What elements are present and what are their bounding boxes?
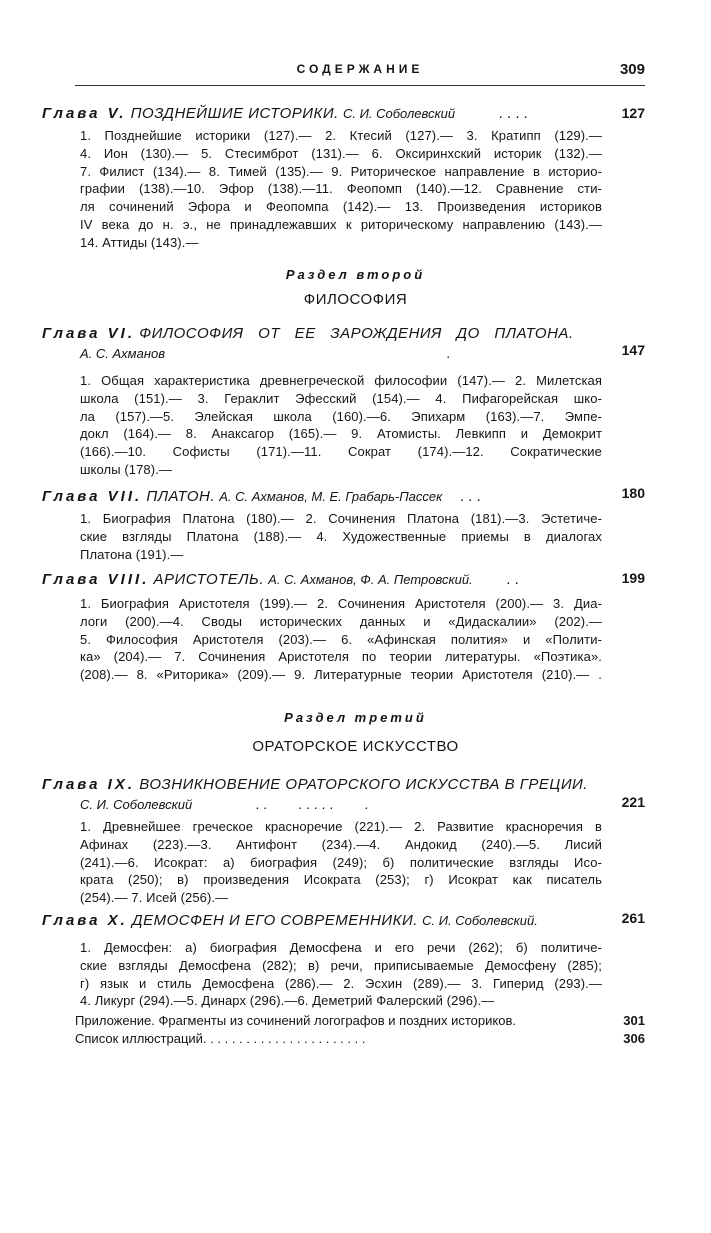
chapter-6-contents xyxy=(80,372,602,479)
chapter-label: Глава VII. xyxy=(42,488,143,505)
contents-line: ские взгляды Демосфена (282); в) речи, приписываемые Демосфену (285); xyxy=(80,957,602,973)
contents-line: ля сочинений Эфора и Феопомпа (142).— 13. Произведения историков xyxy=(80,199,602,215)
contents-line: 1. Позднейшие историки (127).— 2. Ктесий (127).— 3. Кратипп (129).— xyxy=(80,128,602,143)
chapter-8-page: 199 xyxy=(621,570,645,586)
running-title: СОДЕРЖАНИЕ xyxy=(296,62,424,76)
chapter-title: ДЕМОСФЕН И ЕГО СОВРЕМЕННИКИ. xyxy=(132,912,418,929)
contents-line: крата (250); в) произведения Исократа (253); г) Исократ как писатель xyxy=(80,872,602,888)
contents-line: (254).— 7. Исей (256).— xyxy=(80,890,229,906)
contents-line: Афинах (223).—3. Антифонт (234).—4. Андокид (240).—5. Лисий xyxy=(80,836,602,852)
chapter-label: Глава IX. xyxy=(42,776,136,793)
section-2-title: ФИЛОСОФИЯ xyxy=(303,291,408,308)
contents-line: 1. Демосфен: а) биография Демосфена и его речи (262); б) политиче- xyxy=(80,940,602,955)
contents-line: (241).—6. Исократ: а) биография (249); б) политические взгляды Исо- xyxy=(80,854,602,870)
chapter-9-heading xyxy=(42,774,642,795)
section-2-subtitle: Раздел второй xyxy=(285,267,426,282)
contents-line: школа (151).— 3. Гераклит Эфесский (154).— 4. Пифагорейская шко- xyxy=(80,390,602,406)
chapter-author: А. С. Ахманов, Ф. А. Петровский. xyxy=(268,572,473,587)
chapter-9-page: 221 xyxy=(621,794,645,810)
chapter-7-page: 180 xyxy=(621,485,645,501)
chapter-5-heading xyxy=(42,103,642,124)
chapter-title: АРИСТОТЕЛЬ. xyxy=(153,571,264,588)
appendix-label: Приложение. Фрагменты из сочинений логографов и поздних историков. xyxy=(75,1013,516,1028)
running-head xyxy=(75,59,645,86)
page-number: 309 xyxy=(619,61,645,78)
chapter-8-contents xyxy=(80,595,602,684)
chapter-6-heading xyxy=(42,323,642,344)
chapter-label: Глава VI. xyxy=(42,325,136,342)
leader-dots: . . . xyxy=(460,488,482,505)
contents-line: докл (164).— 8. Анаксагор (165).— 9. Атомисты. Левкипп и Демокрит xyxy=(80,426,602,442)
chapter-7-heading xyxy=(42,486,642,507)
contents-line: ла (157).—5. Элейская школа (160).—6. Эпихарм (163).—7. Эмпе- xyxy=(80,408,602,424)
leader-dots: . xyxy=(446,345,451,361)
section-3-title: ОРАТОРСКОЕ ИСКУССТВО xyxy=(252,738,459,755)
chapter-10-heading xyxy=(42,910,642,931)
chapter-5-page: 127 xyxy=(621,105,645,121)
contents-line: школы (178).— xyxy=(80,461,173,477)
chapter-label: Глава X. xyxy=(42,912,128,929)
contents-line: г) язык и стиль Демосфена (286).— 2. Эсхин (289).— 3. Гиперид (293).— xyxy=(80,975,602,991)
contents-line: 7. Филист (134).— 8. Тимей (135).— 9. Риторическое направление в историо- xyxy=(80,163,602,179)
chapter-5-contents xyxy=(80,127,602,252)
chapter-label: Глава VIII. xyxy=(42,571,150,588)
leader-dots: . . xyxy=(506,571,520,588)
contents-line: графии (138).—10. Эфор (138).—11. Феопомп (140).—12. Сравнение сти- xyxy=(80,181,602,197)
contents-line: ка» (204).— 7. Сочинения Аристотеля по теории литературы. «Поэтика». xyxy=(80,649,602,665)
chapter-6-page: 147 xyxy=(621,342,645,358)
section-3-subtitle: Раздел третий xyxy=(284,710,427,725)
chapter-label: Глава V. xyxy=(42,105,127,122)
contents-line: 1. Древнейшее греческое красноречие (221).— 2. Развитие красноречия в xyxy=(80,819,602,834)
chapter-10-page: 261 xyxy=(621,910,645,926)
chapter-10-contents xyxy=(80,939,602,1010)
contents-line: Платона (191).— xyxy=(80,546,184,562)
chapter-7-contents xyxy=(80,510,602,563)
contents-line: 14. Аттиды (143).— xyxy=(80,234,199,250)
contents-line: 1. Биография Платона (180).— 2. Сочинения Платона (181).—3. Эстетиче- xyxy=(80,511,602,526)
chapter-9-contents xyxy=(80,818,602,907)
appendix-page: 301 xyxy=(623,1013,645,1028)
contents-line: 4. Ион (130).— 5. Стесимброт (131).— 6. Оксиринхский историк (132).— xyxy=(80,145,602,161)
chapter-6-author-line xyxy=(80,345,600,361)
chapter-author: С. И. Соболевский. xyxy=(422,913,538,928)
illustrations-page: 306 xyxy=(623,1031,645,1046)
chapter-title: ПОЗДНЕЙШИЕ ИСТОРИКИ. xyxy=(130,105,339,122)
contents-line: (208).— 8. «Риторика» (209).— 9. Литературные теории Аристотеля (210).— . xyxy=(80,667,602,683)
chapter-9-author-line xyxy=(80,796,600,812)
contents-line: (166).—10. Софисты (171).—11. Сократ (174).—12. Сократические xyxy=(80,444,602,460)
chapter-8-heading xyxy=(42,569,642,590)
contents-line: 1. Общая характеристика древнегреческой философии (147).— 2. Милетская xyxy=(80,373,602,388)
leader-dots: . . . . xyxy=(499,105,529,122)
chapter-title: ФИЛОСОФИЯ ОТ ЕЕ ЗАРОЖДЕНИЯ ДО ПЛАТОНА. xyxy=(139,325,574,342)
contents-line: IV века до н. э., не принадлежавших к риторическому направлению (143).— xyxy=(80,216,602,232)
contents-line: ские взгляды Платона (188).— 4. Художественные приемы в диалогах xyxy=(80,528,602,544)
contents-line: 4. Ликург (294).—5. Динарх (296).—6. Деметрий Фалерский (296).— xyxy=(80,993,495,1009)
contents-line: логи (200).—4. Своды исторических данных и «Дидаскалии» (202).— xyxy=(80,613,602,629)
chapter-author: А. С. Ахманов xyxy=(80,346,165,361)
illustrations-label: Список иллюстраций. . . . . . . . . . . . . . . . . . . . . . . xyxy=(75,1031,366,1046)
contents-line: 5. Философия Аристотеля (203).— 6. «Афинская полития» и «Полити- xyxy=(80,631,602,647)
contents-line: 1. Биография Аристотеля (199).— 2. Сочинения Аристотеля (200).— 3. Диа- xyxy=(80,596,602,611)
chapter-author: С. И. Соболевский xyxy=(80,797,193,812)
chapter-title: ПЛАТОН. xyxy=(146,488,216,505)
leader-dots: . . . . . . . . xyxy=(256,796,369,812)
appendix-entry xyxy=(75,1013,645,1028)
chapter-title: ВОЗНИКНОВЕНИЕ ОРАТОРСКОГО ИСКУССТВА В ГРЕЦИИ. xyxy=(139,776,588,793)
illustrations-entry xyxy=(75,1031,645,1046)
chapter-author: С. И. Соболевский xyxy=(342,106,456,121)
chapter-author: А. С. Ахманов, М. Е. Грабарь-Пассек xyxy=(219,489,443,504)
